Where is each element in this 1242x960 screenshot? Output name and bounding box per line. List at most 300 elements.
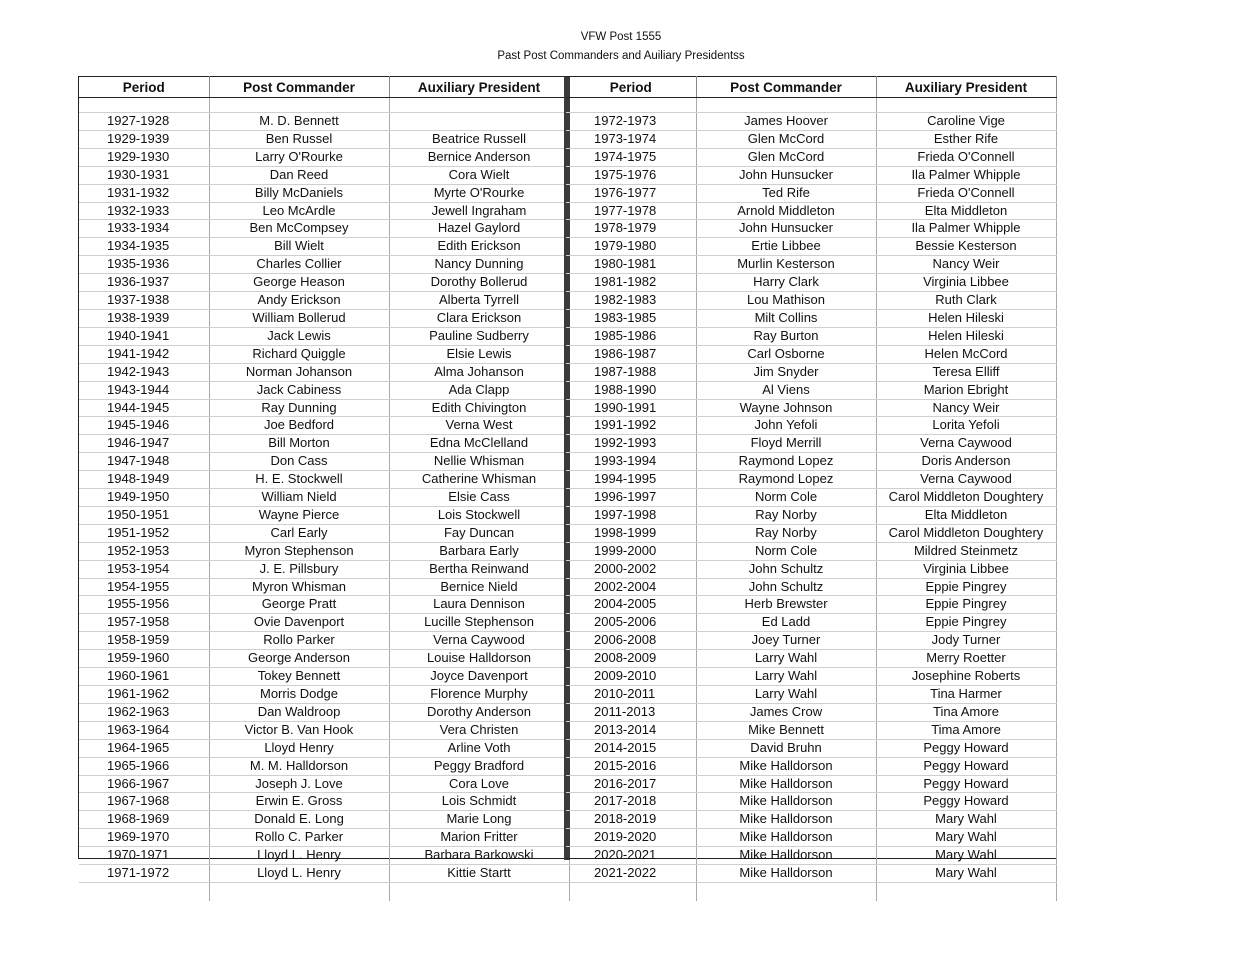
auxiliary-president-cell: Helen McCord <box>876 345 1056 363</box>
post-commander-cell: Joe Bedford <box>209 417 389 435</box>
auxiliary-president-cell: Barbara Early <box>389 542 569 560</box>
table-row <box>79 489 569 507</box>
period-cell: 1948-1949 <box>79 471 209 489</box>
auxiliary-president-cell: Virginia Libbee <box>876 274 1056 292</box>
post-commander-cell: Mike Halldorson <box>696 793 876 811</box>
auxiliary-president-cell: Verna West <box>389 417 569 435</box>
period-cell: 1985-1986 <box>566 327 696 345</box>
table-row <box>79 596 569 614</box>
auxiliary-president-cell: Tina Harmer <box>876 686 1056 704</box>
period-cell: 1936-1937 <box>79 274 209 292</box>
post-commander-cell: George Heason <box>209 274 389 292</box>
table-row <box>79 381 569 399</box>
table-row <box>566 363 1056 381</box>
post-commander-cell: Bill Wielt <box>209 238 389 256</box>
auxiliary-president-cell: Florence Murphy <box>389 686 569 704</box>
auxiliary-president-cell: Bertha Reinwand <box>389 560 569 578</box>
auxiliary-president-cell: Verna Caywood <box>876 471 1056 489</box>
period-cell: 1963-1964 <box>79 721 209 739</box>
post-commander-cell: Murlin Kesterson <box>696 256 876 274</box>
spacer-row <box>79 98 569 113</box>
table-row <box>566 686 1056 704</box>
post-commander-cell: Raymond Lopez <box>696 471 876 489</box>
left-header-row <box>79 77 569 98</box>
period-cell: 2013-2014 <box>566 721 696 739</box>
period-cell: 1992-1993 <box>566 435 696 453</box>
period-cell: 1937-1938 <box>79 292 209 310</box>
period-cell: 1931-1932 <box>79 184 209 202</box>
auxiliary-president-cell: Edith Erickson <box>389 238 569 256</box>
post-commander-cell: Larry Wahl <box>696 686 876 704</box>
period-cell: 1975-1976 <box>566 166 696 184</box>
auxiliary-president-cell: Arline Voth <box>389 739 569 757</box>
table-row <box>566 757 1056 775</box>
auxiliary-president-cell: Ila Palmer Whipple <box>876 166 1056 184</box>
period-cell: 1969-1970 <box>79 829 209 847</box>
period-cell: 1988-1990 <box>566 381 696 399</box>
auxiliary-president-cell: Catherine Whisman <box>389 471 569 489</box>
table-row <box>566 471 1056 489</box>
post-commander-cell: J. E. Pillsbury <box>209 560 389 578</box>
period-cell: 2019-2020 <box>566 829 696 847</box>
table-row <box>79 453 569 471</box>
post-commander-cell: Billy McDaniels <box>209 184 389 202</box>
post-commander-cell: Andy Erickson <box>209 292 389 310</box>
period-cell: 1968-1969 <box>79 811 209 829</box>
auxiliary-president-cell: Vera Christen <box>389 721 569 739</box>
table-row <box>566 811 1056 829</box>
table-row <box>79 327 569 345</box>
post-commander-cell: H. E. Stockwell <box>209 471 389 489</box>
period-cell: 1957-1958 <box>79 614 209 632</box>
period-cell: 1950-1951 <box>79 506 209 524</box>
post-commander-cell: Wayne Johnson <box>696 399 876 417</box>
period-cell: 1999-2000 <box>566 542 696 560</box>
table-row <box>566 632 1056 650</box>
period-cell: 1932-1933 <box>79 202 209 220</box>
post-commander-cell: Ertie Libbee <box>696 238 876 256</box>
auxiliary-president-cell: Carol Middleton Doughtery <box>876 489 1056 507</box>
post-commander-cell: George Anderson <box>209 650 389 668</box>
auxiliary-president-cell: Helen Hileski <box>876 327 1056 345</box>
post-commander-cell: Glen McCord <box>696 130 876 148</box>
auxiliary-president-cell: Joyce Davenport <box>389 668 569 686</box>
post-commander-cell: James Crow <box>696 703 876 721</box>
table-row <box>566 542 1056 560</box>
auxiliary-president-cell: Bernice Nield <box>389 578 569 596</box>
period-cell: 1953-1954 <box>79 560 209 578</box>
period-cell: 1977-1978 <box>566 202 696 220</box>
post-commander-cell: Herb Brewster <box>696 596 876 614</box>
post-commander-cell: Norm Cole <box>696 489 876 507</box>
table-row <box>79 417 569 435</box>
period-cell: 2002-2004 <box>566 578 696 596</box>
post-commander-cell: Harry Clark <box>696 274 876 292</box>
period-cell: 1934-1935 <box>79 238 209 256</box>
period-cell: 1982-1983 <box>566 292 696 310</box>
period-cell: 1959-1960 <box>79 650 209 668</box>
period-cell: 1978-1979 <box>566 220 696 238</box>
period-cell: 2011-2013 <box>566 703 696 721</box>
post-commander-cell: Carl Early <box>209 524 389 542</box>
period-cell: 1987-1988 <box>566 363 696 381</box>
table-row <box>566 453 1056 471</box>
table-row <box>566 775 1056 793</box>
auxiliary-president-cell: Myrte O'Rourke <box>389 184 569 202</box>
period-cell: 1967-1968 <box>79 793 209 811</box>
table-row <box>79 220 569 238</box>
period-cell: 1976-1977 <box>566 184 696 202</box>
period-cell: 1965-1966 <box>79 757 209 775</box>
table-row <box>566 148 1056 166</box>
post-commander-cell: Wayne Pierce <box>209 506 389 524</box>
period-cell: 1929-1939 <box>79 130 209 148</box>
post-commander-cell: Ray Burton <box>696 327 876 345</box>
post-commander-cell: Mike Halldorson <box>696 811 876 829</box>
post-commander-cell: Joey Turner <box>696 632 876 650</box>
table-row <box>79 166 569 184</box>
auxiliary-president-cell: Lucille Stephenson <box>389 614 569 632</box>
post-commander-cell: M. D. Bennett <box>209 113 389 131</box>
table-row <box>566 202 1056 220</box>
table-row <box>566 524 1056 542</box>
right-table-body <box>566 98 1056 901</box>
auxiliary-president-cell: Edith Chivington <box>389 399 569 417</box>
table-row <box>79 721 569 739</box>
period-cell: 1983-1985 <box>566 309 696 327</box>
period-cell: 1930-1931 <box>79 166 209 184</box>
table-row <box>566 417 1056 435</box>
table-row <box>566 668 1056 686</box>
table-row <box>566 793 1056 811</box>
table-row <box>79 775 569 793</box>
auxiliary-president-cell: Fay Duncan <box>389 524 569 542</box>
table-row <box>79 256 569 274</box>
auxiliary-president-cell: Verna Caywood <box>389 632 569 650</box>
post-commander-cell: Ray Norby <box>696 524 876 542</box>
table-row <box>566 703 1056 721</box>
table-row <box>566 739 1056 757</box>
period-cell: 1945-1946 <box>79 417 209 435</box>
table-row <box>79 524 569 542</box>
auxiliary-president-cell: Lois Schmidt <box>389 793 569 811</box>
auxiliary-president-cell: Hazel Gaylord <box>389 220 569 238</box>
table-row <box>566 345 1056 363</box>
auxiliary-president-cell: Elta Middleton <box>876 202 1056 220</box>
period-cell: 1935-1936 <box>79 256 209 274</box>
period-cell: 1997-1998 <box>566 506 696 524</box>
table-row <box>566 166 1056 184</box>
table-row <box>566 506 1056 524</box>
auxiliary-president-cell: Frieda O'Connell <box>876 184 1056 202</box>
auxiliary-president-cell: Dorothy Bollerud <box>389 274 569 292</box>
period-cell: 2004-2005 <box>566 596 696 614</box>
auxiliary-president-cell: Laura Dennison <box>389 596 569 614</box>
table-row <box>79 578 569 596</box>
table-row <box>79 650 569 668</box>
auxiliary-president-cell: Josephine Roberts <box>876 668 1056 686</box>
post-commander-cell: Raymond Lopez <box>696 453 876 471</box>
table-row <box>566 130 1056 148</box>
document-subtitle: Past Post Commanders and Auiliary Presidentss <box>497 50 745 62</box>
post-commander-cell: Glen McCord <box>696 148 876 166</box>
post-commander-cell: Dan Reed <box>209 166 389 184</box>
auxiliary-president-cell <box>389 113 569 131</box>
period-cell: 1986-1987 <box>566 345 696 363</box>
right-half <box>566 76 1057 881</box>
table-row <box>79 345 569 363</box>
header-period: Period <box>79 77 209 98</box>
period-cell: 1944-1945 <box>79 399 209 417</box>
post-commander-cell: Ed Ladd <box>696 614 876 632</box>
auxiliary-president-cell: Nancy Weir <box>876 399 1056 417</box>
auxiliary-president-cell: Eppie Pingrey <box>876 614 1056 632</box>
table-row <box>566 865 1056 883</box>
table-row <box>79 703 569 721</box>
period-cell: 1964-1965 <box>79 739 209 757</box>
post-commander-cell: George Pratt <box>209 596 389 614</box>
period-cell: 1949-1950 <box>79 489 209 507</box>
table-row <box>79 829 569 847</box>
period-cell: 1952-1953 <box>79 542 209 560</box>
post-commander-cell: Mike Bennett <box>696 721 876 739</box>
auxiliary-president-cell: Carol Middleton Doughtery <box>876 524 1056 542</box>
header-auxiliary-president: Auxiliary President <box>876 77 1056 98</box>
period-cell: 2017-2018 <box>566 793 696 811</box>
post-commander-cell: Jack Lewis <box>209 327 389 345</box>
auxiliary-president-cell: Bessie Kesterson <box>876 238 1056 256</box>
auxiliary-president-cell: Lois Stockwell <box>389 506 569 524</box>
auxiliary-president-cell: Cora Love <box>389 775 569 793</box>
period-cell: 1954-1955 <box>79 578 209 596</box>
period-cell: 2009-2010 <box>566 668 696 686</box>
auxiliary-president-cell: Helen Hileski <box>876 309 1056 327</box>
post-commander-cell: Ben Russel <box>209 130 389 148</box>
table-row <box>79 471 569 489</box>
auxiliary-president-cell: Marion Ebright <box>876 381 1056 399</box>
right-table <box>566 76 1057 901</box>
period-cell: 2010-2011 <box>566 686 696 704</box>
post-commander-cell: Donald E. Long <box>209 811 389 829</box>
period-cell: 1972-1973 <box>566 113 696 131</box>
period-cell: 1971-1972 <box>79 865 209 883</box>
period-cell: 2016-2017 <box>566 775 696 793</box>
period-cell: 1993-1994 <box>566 453 696 471</box>
left-table <box>79 76 570 901</box>
post-commander-cell: Mike Halldorson <box>696 757 876 775</box>
period-cell: 1962-1963 <box>79 703 209 721</box>
period-cell: 1960-1961 <box>79 668 209 686</box>
post-commander-cell: Floyd Merrill <box>696 435 876 453</box>
table-row <box>566 829 1056 847</box>
auxiliary-president-cell: Peggy Bradford <box>389 757 569 775</box>
period-cell: 2000-2002 <box>566 560 696 578</box>
table-row <box>79 865 569 883</box>
period-cell: 1938-1939 <box>79 309 209 327</box>
period-cell: 1940-1941 <box>79 327 209 345</box>
period-cell: 1994-1995 <box>566 471 696 489</box>
header-auxiliary-president: Auxiliary President <box>389 77 569 98</box>
post-commander-cell: Erwin E. Gross <box>209 793 389 811</box>
period-cell: 1966-1967 <box>79 775 209 793</box>
auxiliary-president-cell: Tima Amore <box>876 721 1056 739</box>
auxiliary-president-cell: Louise Halldorson <box>389 650 569 668</box>
period-cell: 1927-1928 <box>79 113 209 131</box>
post-commander-cell: Mike Halldorson <box>696 865 876 883</box>
post-commander-cell: Mike Halldorson <box>696 829 876 847</box>
post-commander-cell: John Yefoli <box>696 417 876 435</box>
post-commander-cell: William Nield <box>209 489 389 507</box>
period-cell: 2006-2008 <box>566 632 696 650</box>
post-commander-cell: Richard Quiggle <box>209 345 389 363</box>
header-period: Period <box>566 77 696 98</box>
table-row <box>79 274 569 292</box>
table-row <box>79 399 569 417</box>
period-cell: 2008-2009 <box>566 650 696 668</box>
post-commander-cell: John Hunsucker <box>696 166 876 184</box>
document-header <box>0 28 1242 66</box>
period-cell: 1933-1934 <box>79 220 209 238</box>
auxiliary-president-cell: Mary Wahl <box>876 847 1056 865</box>
post-commander-cell: M. M. Halldorson <box>209 757 389 775</box>
post-commander-cell: Jim Snyder <box>696 363 876 381</box>
post-commander-cell: Larry O'Rourke <box>209 148 389 166</box>
table-row <box>79 793 569 811</box>
table-row <box>79 506 569 524</box>
auxiliary-president-cell: Marie Long <box>389 811 569 829</box>
period-cell: 1943-1944 <box>79 381 209 399</box>
period-cell: 1996-1997 <box>566 489 696 507</box>
period-cell: 1980-1981 <box>566 256 696 274</box>
auxiliary-president-cell: Doris Anderson <box>876 453 1056 471</box>
table-row <box>566 184 1056 202</box>
post-commander-cell: Larry Wahl <box>696 650 876 668</box>
post-commander-cell: Joseph J. Love <box>209 775 389 793</box>
post-commander-cell: Al Viens <box>696 381 876 399</box>
auxiliary-president-cell: Elta Middleton <box>876 506 1056 524</box>
table-row <box>79 632 569 650</box>
left-table-body <box>79 98 569 901</box>
table-row <box>566 292 1056 310</box>
table-row <box>566 614 1056 632</box>
period-cell: 1961-1962 <box>79 686 209 704</box>
post-commander-cell: Morris Dodge <box>209 686 389 704</box>
table-row <box>79 309 569 327</box>
post-commander-cell: Lloyd L. Henry <box>209 847 389 865</box>
auxiliary-president-cell: Beatrice Russell <box>389 130 569 148</box>
post-commander-cell: John Hunsucker <box>696 220 876 238</box>
post-commander-cell: Tokey Bennett <box>209 668 389 686</box>
table-row <box>79 130 569 148</box>
auxiliary-president-cell: Elsie Lewis <box>389 345 569 363</box>
right-header-row <box>566 77 1056 98</box>
spacer-row <box>79 882 569 901</box>
post-commander-cell: James Hoover <box>696 113 876 131</box>
auxiliary-president-cell: Peggy Howard <box>876 793 1056 811</box>
auxiliary-president-cell: Nancy Weir <box>876 256 1056 274</box>
header-post-commander: Post Commander <box>209 77 389 98</box>
period-cell: 2021-2022 <box>566 865 696 883</box>
table-row <box>566 256 1056 274</box>
auxiliary-president-cell: Kittie Startt <box>389 865 569 883</box>
table-row <box>79 811 569 829</box>
auxiliary-president-cell: Pauline Sudberry <box>389 327 569 345</box>
post-commander-cell: David Bruhn <box>696 739 876 757</box>
table-row <box>79 202 569 220</box>
post-commander-cell: Larry Wahl <box>696 668 876 686</box>
period-cell: 2015-2016 <box>566 757 696 775</box>
table-row <box>79 614 569 632</box>
period-cell: 2020-2021 <box>566 847 696 865</box>
auxiliary-president-cell: Teresa Elliff <box>876 363 1056 381</box>
post-commander-cell: Lloyd L. Henry <box>209 865 389 883</box>
table-row <box>79 757 569 775</box>
post-commander-cell: Victor B. Van Hook <box>209 721 389 739</box>
auxiliary-president-cell: Verna Caywood <box>876 435 1056 453</box>
period-cell: 2018-2019 <box>566 811 696 829</box>
auxiliary-president-cell: Eppie Pingrey <box>876 578 1056 596</box>
table-row <box>79 847 569 865</box>
auxiliary-president-cell: Caroline Vige <box>876 113 1056 131</box>
post-commander-cell: Bill Morton <box>209 435 389 453</box>
auxiliary-president-cell: Esther Rife <box>876 130 1056 148</box>
auxiliary-president-cell: Peggy Howard <box>876 775 1056 793</box>
left-half <box>78 76 569 881</box>
post-commander-cell: William Bollerud <box>209 309 389 327</box>
post-commander-cell: Myron Whisman <box>209 578 389 596</box>
post-commander-cell: Ray Dunning <box>209 399 389 417</box>
post-commander-cell: Carl Osborne <box>696 345 876 363</box>
auxiliary-president-cell: Edna McClelland <box>389 435 569 453</box>
table-row <box>566 327 1056 345</box>
table-row <box>566 721 1056 739</box>
auxiliary-president-cell: Ada Clapp <box>389 381 569 399</box>
auxiliary-president-cell: Jewell Ingraham <box>389 202 569 220</box>
spacer-row <box>566 98 1056 113</box>
period-cell: 1998-1999 <box>566 524 696 542</box>
period-cell: 1947-1948 <box>79 453 209 471</box>
auxiliary-president-cell: Mary Wahl <box>876 811 1056 829</box>
auxiliary-president-cell: Lorita Yefoli <box>876 417 1056 435</box>
auxiliary-president-cell: Marion Fritter <box>389 829 569 847</box>
table-row <box>79 686 569 704</box>
auxiliary-president-cell: Tina Amore <box>876 703 1056 721</box>
table-row <box>566 381 1056 399</box>
period-cell: 1979-1980 <box>566 238 696 256</box>
period-cell: 1942-1943 <box>79 363 209 381</box>
table-row <box>566 650 1056 668</box>
post-commander-cell: Jack Cabiness <box>209 381 389 399</box>
auxiliary-president-cell: Ila Palmer Whipple <box>876 220 1056 238</box>
table-row <box>79 363 569 381</box>
table-row <box>79 542 569 560</box>
post-commander-cell: Ben McCompsey <box>209 220 389 238</box>
auxiliary-president-cell: Barbara Barkowski <box>389 847 569 865</box>
post-commander-cell: Ovie Davenport <box>209 614 389 632</box>
auxiliary-president-cell: Bernice Anderson <box>389 148 569 166</box>
table-row <box>79 435 569 453</box>
table-row <box>79 148 569 166</box>
auxiliary-president-cell: Virginia Libbee <box>876 560 1056 578</box>
post-commander-cell: Ted Rife <box>696 184 876 202</box>
auxiliary-president-cell: Alberta Tyrrell <box>389 292 569 310</box>
period-cell: 2014-2015 <box>566 739 696 757</box>
auxiliary-president-cell: Nellie Whisman <box>389 453 569 471</box>
table-row <box>566 596 1056 614</box>
auxiliary-president-cell: Merry Roetter <box>876 650 1056 668</box>
auxiliary-president-cell: Cora Wielt <box>389 166 569 184</box>
table-row <box>79 113 569 131</box>
